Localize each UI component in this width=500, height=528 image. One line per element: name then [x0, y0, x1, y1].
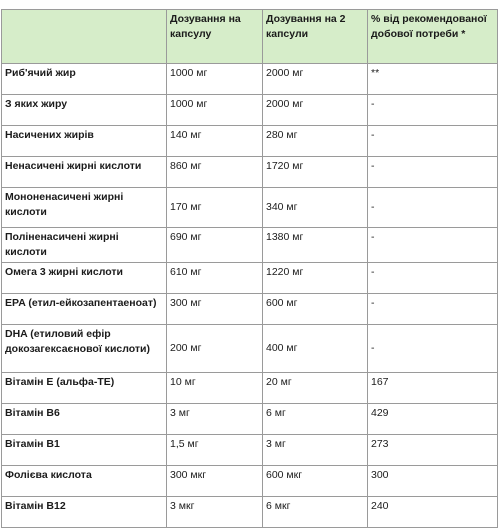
nutrient-name: Ненасичені жирні кислоти — [2, 157, 167, 188]
nutrient-name: Вітамін В6 — [2, 404, 167, 435]
header-per-capsule: Дозування на капсулу — [167, 10, 263, 64]
daily-percent-value: 240 — [368, 497, 498, 528]
nutrient-name: Фолієва кислота — [2, 466, 167, 497]
per-capsule-value: 300 мг — [167, 294, 263, 325]
daily-percent-value: - — [368, 325, 498, 373]
per-two-capsules-value: 600 мкг — [263, 466, 368, 497]
nutrient-name: Омега 3 жирні кислоти — [2, 263, 167, 294]
nutrient-name: Мононенасичені жирні кислоти — [2, 188, 167, 228]
per-capsule-value: 140 мг — [167, 126, 263, 157]
daily-percent-value: - — [368, 188, 498, 228]
per-capsule-value: 3 мкг — [167, 497, 263, 528]
per-capsule-value: 300 мкг — [167, 466, 263, 497]
per-two-capsules-value: 6 мкг — [263, 497, 368, 528]
per-two-capsules-value: 2000 мг — [263, 95, 368, 126]
nutrient-name: Насичених жирів — [2, 126, 167, 157]
table-row — [2, 466, 498, 497]
per-capsule-value: 200 мг — [167, 325, 263, 373]
per-two-capsules-value: 20 мг — [263, 373, 368, 404]
table-row — [2, 64, 498, 95]
nutrition-table-container — [1, 9, 498, 528]
per-two-capsules-value: 280 мг — [263, 126, 368, 157]
per-capsule-value: 1,5 мг — [167, 435, 263, 466]
table-header-row — [2, 10, 498, 64]
daily-percent-value: - — [368, 126, 498, 157]
daily-percent-value: 429 — [368, 404, 498, 435]
per-two-capsules-value: 1380 мг — [263, 228, 368, 263]
table-row — [2, 325, 498, 373]
header-daily-percent: % від рекомендованої добової потреби * — [368, 10, 498, 64]
per-two-capsules-value: 6 мг — [263, 404, 368, 435]
table-row — [2, 228, 498, 263]
per-two-capsules-value: 2000 мг — [263, 64, 368, 95]
table-row — [2, 263, 498, 294]
table-row — [2, 188, 498, 228]
daily-percent-value: - — [368, 228, 498, 263]
per-capsule-value: 1000 мг — [167, 64, 263, 95]
per-capsule-value: 610 мг — [167, 263, 263, 294]
nutrient-name: Вітамін Е (альфа-ТЕ) — [2, 373, 167, 404]
table-row — [2, 435, 498, 466]
table-row — [2, 373, 498, 404]
per-two-capsules-value: 340 мг — [263, 188, 368, 228]
per-two-capsules-value: 3 мг — [263, 435, 368, 466]
daily-percent-value: - — [368, 95, 498, 126]
per-capsule-value: 10 мг — [167, 373, 263, 404]
daily-percent-value: ** — [368, 64, 498, 95]
table-row — [2, 126, 498, 157]
daily-percent-value: 273 — [368, 435, 498, 466]
per-two-capsules-value: 1220 мг — [263, 263, 368, 294]
table-row — [2, 157, 498, 188]
table-row — [2, 497, 498, 528]
daily-percent-value: 300 — [368, 466, 498, 497]
per-capsule-value: 690 мг — [167, 228, 263, 263]
nutrient-name: EPA (етил-ейкозапентаеноат) — [2, 294, 167, 325]
per-capsule-value: 860 мг — [167, 157, 263, 188]
daily-percent-value: - — [368, 157, 498, 188]
per-capsule-value: 3 мг — [167, 404, 263, 435]
header-per-two-capsules: Дозування на 2 капсули — [263, 10, 368, 64]
per-two-capsules-value: 1720 мг — [263, 157, 368, 188]
table-row — [2, 294, 498, 325]
nutrition-table — [1, 9, 498, 528]
daily-percent-value: - — [368, 263, 498, 294]
table-row — [2, 95, 498, 126]
per-capsule-value: 170 мг — [167, 188, 263, 228]
nutrient-name: DHA (етиловий ефір докозагексаєнової кислоти) — [2, 325, 167, 373]
nutrient-name: Вітамін В12 — [2, 497, 167, 528]
nutrient-name: З яких жиру — [2, 95, 167, 126]
daily-percent-value: - — [368, 294, 498, 325]
per-capsule-value: 1000 мг — [167, 95, 263, 126]
nutrient-name: Вітамін В1 — [2, 435, 167, 466]
daily-percent-value: 167 — [368, 373, 498, 404]
per-two-capsules-value: 400 мг — [263, 325, 368, 373]
nutrient-name: Риб'ячий жир — [2, 64, 167, 95]
table-row — [2, 404, 498, 435]
header-nutrient — [2, 10, 167, 64]
nutrient-name: Поліненасичені жирні кислоти — [2, 228, 167, 263]
per-two-capsules-value: 600 мг — [263, 294, 368, 325]
